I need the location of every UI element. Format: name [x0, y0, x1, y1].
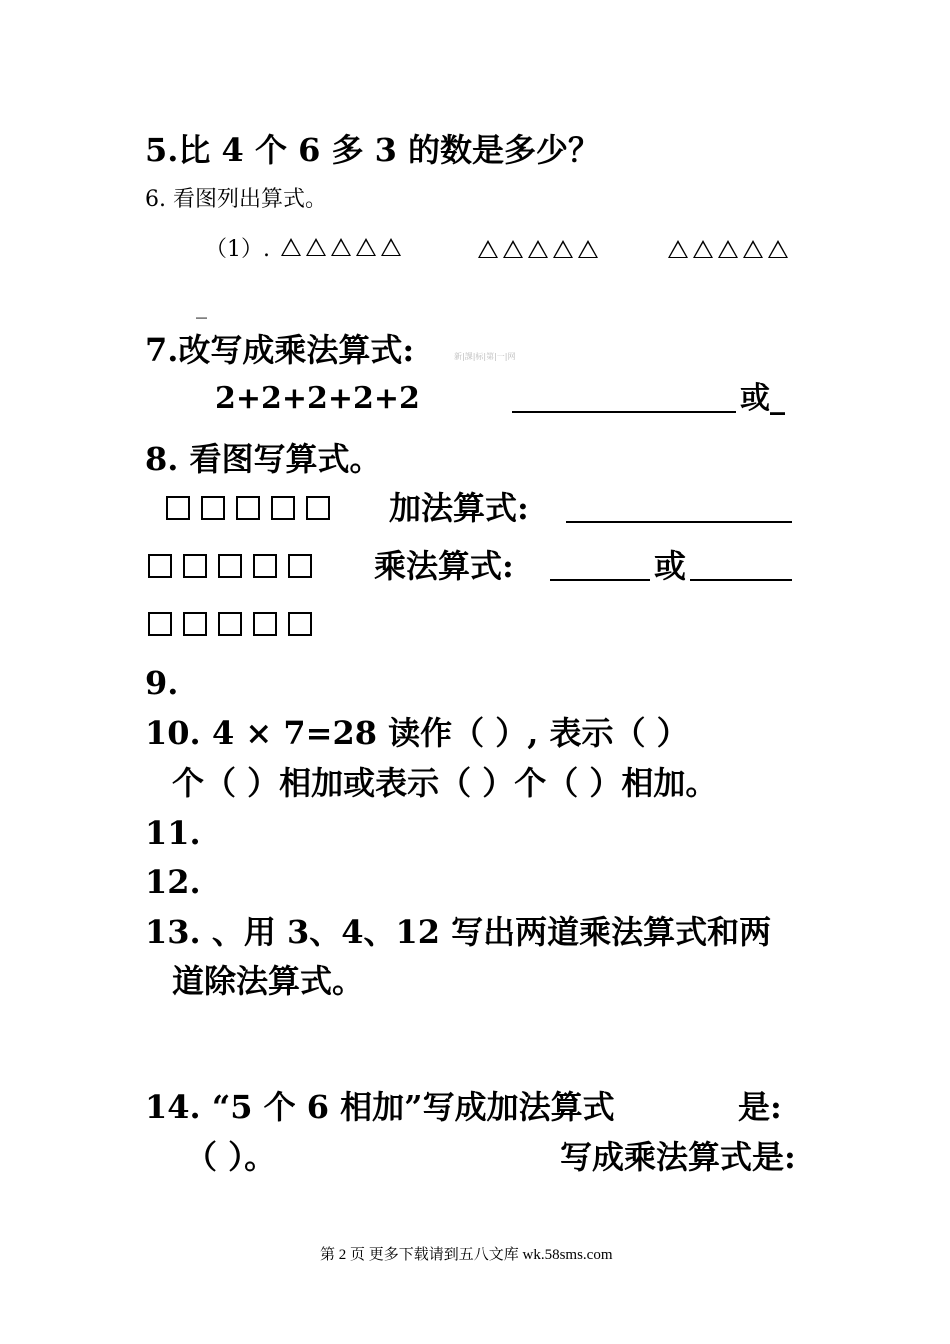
triangle-icon: [718, 240, 738, 258]
triangle-group-3: [668, 240, 793, 261]
question-7-expression: 2+2+2+2+2: [215, 381, 420, 416]
triangle-icon: [693, 240, 713, 258]
question-14-line-2-end: 写成乘法算式是:: [560, 1138, 796, 1176]
triangle-icon: [306, 238, 326, 256]
question-8-addition-label: 加法算式:: [389, 489, 529, 527]
question-7-or: 或_: [740, 381, 785, 416]
page-footer: 第 2 页 更多下载请到五八文库 wk.58sms.com: [320, 1247, 613, 1263]
watermark-text: 新|課|标|第|一|网: [454, 352, 516, 361]
triangle-icon: [281, 238, 301, 256]
question-8-multiplication-line-2: [690, 579, 792, 581]
triangle-group-2: [478, 240, 603, 261]
question-6-figure-row: [205, 238, 406, 261]
question-10-line-2: 个（ ）相加或表示（ ）个（ ）相加。: [172, 764, 718, 802]
triangle-icon: [578, 240, 598, 258]
question-10-line-1: 4 × 7=28 读作（ ）, 表示（ ）: [212, 714, 689, 752]
square-icon: [218, 612, 242, 636]
square-icon: [236, 496, 260, 520]
square-icon: [148, 554, 172, 578]
triangle-icon: [381, 238, 401, 256]
question-8-multiplication-label: 乘法算式:: [374, 547, 514, 585]
question-11: 11.: [145, 814, 201, 852]
question-13-line-2: 道除法算式。: [172, 962, 365, 1000]
square-icon: [148, 612, 172, 636]
square-icon: [253, 612, 277, 636]
question-8-or: 或: [654, 547, 687, 585]
square-icon: [218, 554, 242, 578]
question-14-line-1: 14. “5 个 6 相加”写成加法算式: [145, 1088, 615, 1126]
question-12: 12.: [145, 863, 201, 901]
question-8-multiplication-line-1: [550, 579, 650, 581]
square-icon: [288, 554, 312, 578]
square-row-3: [148, 612, 323, 636]
question-8-addition-line: [566, 521, 792, 523]
square-icon: [271, 496, 295, 520]
triangle-icon: [768, 240, 788, 258]
question-14-line-2: （ ）。: [185, 1138, 277, 1176]
triangle-icon: [356, 238, 376, 256]
square-row-2: [148, 554, 323, 578]
square-icon: [288, 612, 312, 636]
question-14-line-1-end: 是:: [738, 1088, 782, 1126]
square-icon: [306, 496, 330, 520]
question-6-answer-blank: _: [196, 294, 207, 319]
triangle-icon: [553, 240, 573, 258]
question-6-sub-label: （1）.: [205, 237, 270, 262]
triangle-icon: [528, 240, 548, 258]
question-8: 8. 看图写算式。: [145, 440, 382, 478]
question-10-number: 10.: [145, 714, 201, 752]
triangle-group-1: [281, 237, 406, 262]
triangle-icon: [478, 240, 498, 258]
square-icon: [166, 496, 190, 520]
square-icon: [183, 612, 207, 636]
square-icon: [201, 496, 225, 520]
triangle-icon: [331, 238, 351, 256]
triangle-icon: [743, 240, 763, 258]
triangle-icon: [668, 240, 688, 258]
triangle-icon: [503, 240, 523, 258]
square-icon: [253, 554, 277, 578]
question-13-line-1: 13. 、用 3、4、12 写出两道乘法算式和两: [145, 913, 772, 951]
question-7: 7.改写成乘法算式:: [145, 331, 415, 369]
square-row-1: [166, 496, 341, 520]
question-9: 9.: [145, 664, 179, 702]
square-icon: [183, 554, 207, 578]
question-5: 5.比 4 个 6 多 3 的数是多少？: [145, 131, 601, 169]
question-7-answer-line-1: [512, 411, 736, 413]
question-6: 6. 看图列出算式。: [145, 187, 327, 212]
